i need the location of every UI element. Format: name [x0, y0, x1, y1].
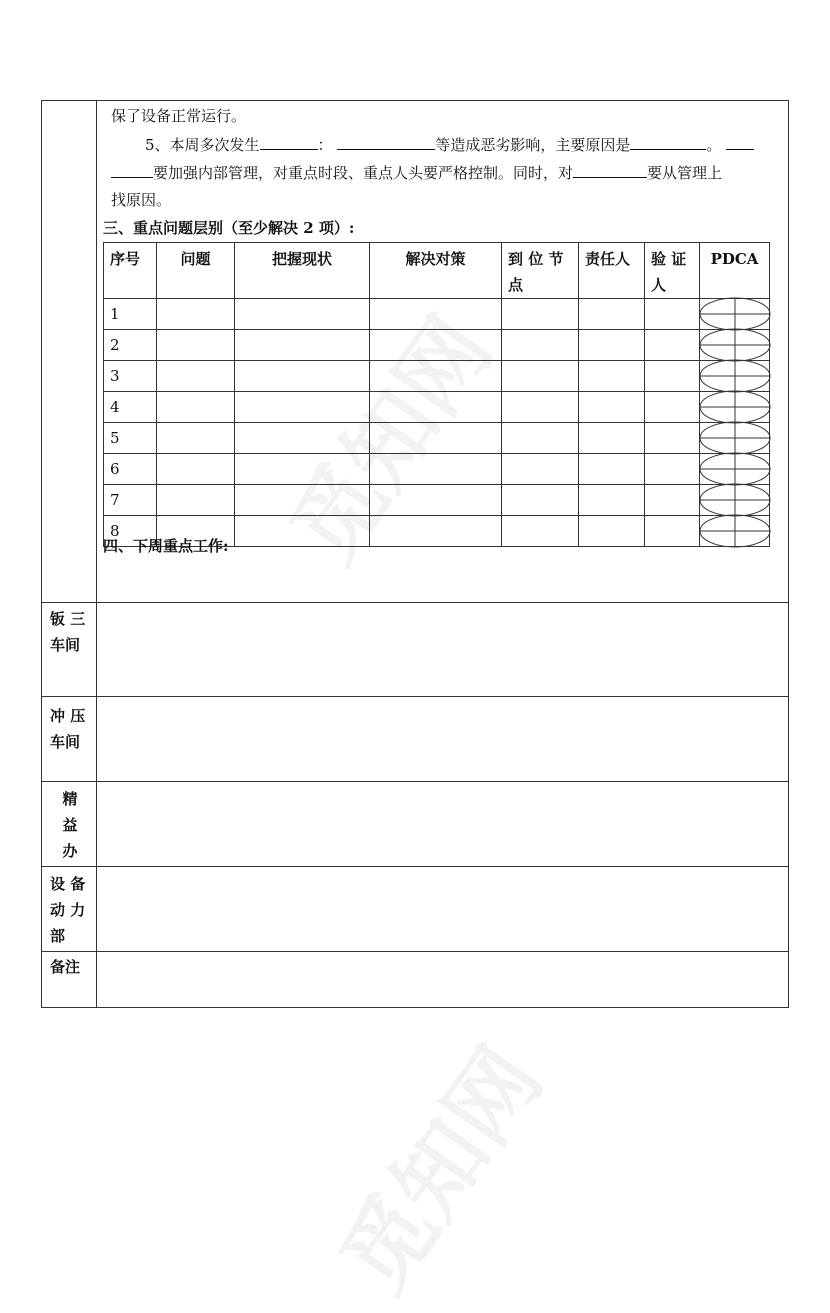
blank-6[interactable]: [573, 162, 647, 178]
cell-deadline[interactable]: [502, 392, 579, 423]
cell-issue[interactable]: [157, 299, 235, 330]
table-row: [104, 330, 770, 361]
cell-deadline[interactable]: [502, 454, 579, 485]
cell-verifier[interactable]: [645, 485, 700, 516]
pdca-circle-icon: [700, 515, 770, 547]
pdca-circle-icon: [700, 391, 770, 423]
header-index: 序号: [104, 243, 157, 299]
cell-owner[interactable]: [579, 454, 645, 485]
pdca-cell[interactable]: [700, 423, 770, 454]
cell-issue[interactable]: [157, 361, 235, 392]
row-index: 4: [104, 392, 157, 423]
cell-owner[interactable]: [579, 516, 645, 547]
item5-text-d: 。: [706, 136, 722, 154]
remarks-content[interactable]: [97, 952, 788, 1007]
pdca-circle-icon: [700, 360, 770, 392]
table-row: [104, 361, 770, 392]
cell-countermeasure[interactable]: [370, 299, 502, 330]
blank-4[interactable]: [726, 134, 754, 150]
cell-status[interactable]: [235, 299, 370, 330]
table-row: [104, 485, 770, 516]
lean-content[interactable]: [97, 782, 788, 866]
cell-owner[interactable]: [579, 330, 645, 361]
pdca-circle-icon: [700, 484, 770, 516]
table-row: [104, 299, 770, 330]
item5-text-f: 要从管理上: [647, 164, 723, 182]
section-3-title: 三、重点问题层别（至少解决 2 项）:: [103, 219, 355, 237]
intro-item-5-end: 找原因。: [111, 191, 172, 209]
stamping-content[interactable]: [97, 697, 788, 781]
cell-issue[interactable]: [157, 330, 235, 361]
pdca-cell[interactable]: [700, 516, 770, 547]
cell-deadline[interactable]: [502, 361, 579, 392]
cell-status[interactable]: [235, 392, 370, 423]
pdca-circle-icon: [700, 453, 770, 485]
intro-item-5-cont: [111, 162, 722, 183]
dept-label-equipment: 设 备 动 力 部: [50, 875, 86, 945]
cell-owner[interactable]: [579, 392, 645, 423]
sheet-metal-content[interactable]: [97, 603, 788, 696]
cell-verifier[interactable]: [645, 392, 700, 423]
row-index: 7: [104, 485, 157, 516]
cell-status[interactable]: [235, 454, 370, 485]
cell-owner[interactable]: [579, 361, 645, 392]
cell-countermeasure[interactable]: [370, 361, 502, 392]
table-row: [104, 423, 770, 454]
table-header-row: [104, 243, 770, 299]
report-form: [41, 100, 789, 1008]
cell-status[interactable]: [235, 485, 370, 516]
item5-text-c: 等造成恶劣影响，主要原因是: [435, 136, 631, 154]
cell-status[interactable]: [235, 516, 370, 547]
blank-1[interactable]: [260, 134, 318, 150]
cell-countermeasure[interactable]: [370, 330, 502, 361]
dept-label-remarks: 备注: [50, 958, 81, 976]
blank-2[interactable]: [337, 134, 435, 150]
cell-countermeasure[interactable]: [370, 516, 502, 547]
pdca-cell[interactable]: [700, 454, 770, 485]
header-status: 把握现状: [235, 243, 370, 299]
table-row: [104, 454, 770, 485]
item5-text-a: 5、本周多次发生: [145, 136, 260, 154]
blank-3[interactable]: [630, 134, 706, 150]
cell-verifier[interactable]: [645, 299, 700, 330]
watermark-bottom: 觅知网: [321, 1029, 563, 1311]
cell-verifier[interactable]: [645, 454, 700, 485]
header-owner: 责任人: [579, 243, 645, 299]
cell-deadline[interactable]: [502, 485, 579, 516]
row-index: 6: [104, 454, 157, 485]
header-deadline: 到 位 节 点: [502, 243, 579, 299]
cell-status[interactable]: [235, 361, 370, 392]
cell-verifier[interactable]: [645, 330, 700, 361]
cell-deadline[interactable]: [502, 423, 579, 454]
cell-issue[interactable]: [157, 423, 235, 454]
cell-deadline[interactable]: [502, 299, 579, 330]
pdca-cell[interactable]: [700, 330, 770, 361]
cell-verifier[interactable]: [645, 516, 700, 547]
pdca-cell[interactable]: [700, 299, 770, 330]
cell-verifier[interactable]: [645, 423, 700, 454]
row-index: 2: [104, 330, 157, 361]
cell-status[interactable]: [235, 330, 370, 361]
dept-label-sheet-metal: 钣 三 车间: [50, 610, 86, 654]
section-4-title: 四、下周重点工作:: [103, 537, 229, 555]
cell-deadline[interactable]: [502, 330, 579, 361]
pdca-circle-icon: [700, 329, 770, 361]
pdca-cell[interactable]: [700, 392, 770, 423]
item5-text-b: ：: [317, 136, 333, 154]
table-row: [104, 392, 770, 423]
cell-countermeasure[interactable]: [370, 423, 502, 454]
cell-owner[interactable]: [579, 299, 645, 330]
dept-label-stamping: 冲 压 车间: [50, 707, 86, 751]
cell-owner[interactable]: [579, 423, 645, 454]
equipment-content[interactable]: [97, 867, 788, 951]
row-index: 8: [104, 516, 157, 547]
item5-text-e: 要加强内部管理，对重点时段、重点人头要严格控制。同时，对: [153, 164, 574, 182]
pdca-cell[interactable]: [700, 361, 770, 392]
intro-line-1: 保了设备正常运行。: [111, 107, 247, 125]
pdca-circle-icon: [700, 298, 770, 330]
cell-issue[interactable]: [157, 392, 235, 423]
dept-label-lean: 精 益 办: [62, 790, 78, 860]
row-index: 1: [104, 299, 157, 330]
cell-countermeasure[interactable]: [370, 454, 502, 485]
cell-issue[interactable]: [157, 454, 235, 485]
cell-countermeasure[interactable]: [370, 485, 502, 516]
cell-owner[interactable]: [579, 485, 645, 516]
cell-countermeasure[interactable]: [370, 392, 502, 423]
intro-item-5: [145, 134, 754, 155]
header-issue: 问题: [157, 243, 235, 299]
cell-issue[interactable]: [157, 485, 235, 516]
row-index: 5: [104, 423, 157, 454]
header-verifier: 验 证 人: [645, 243, 700, 299]
watermark: 觅知网: [271, 299, 513, 581]
issues-table: [103, 242, 770, 547]
cell-status[interactable]: [235, 423, 370, 454]
cell-deadline[interactable]: [502, 516, 579, 547]
cell-verifier[interactable]: [645, 361, 700, 392]
pdca-cell[interactable]: [700, 485, 770, 516]
header-countermeasure: 解决对策: [370, 243, 502, 299]
row-index: 3: [104, 361, 157, 392]
blank-5[interactable]: [111, 162, 153, 178]
header-pdca: PDCA: [700, 243, 770, 299]
pdca-circle-icon: [700, 422, 770, 454]
